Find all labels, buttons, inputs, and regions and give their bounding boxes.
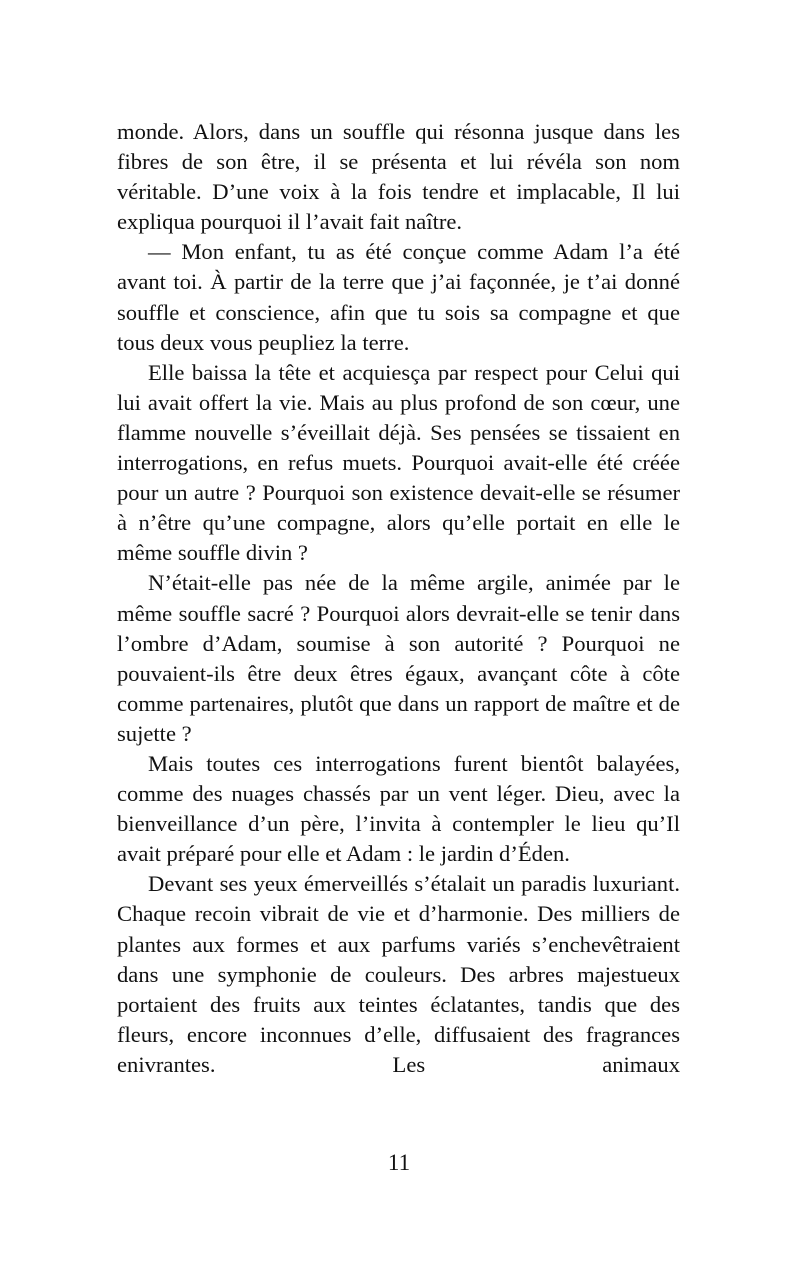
paragraph-5: Mais toutes ces interrogations furent bientôt balayées, comme des nuages chassés par un vent léger. Dieu, avec la bienveillance d’un père, l’invita à contempler le lieu qu’Il avait préparé pour elle et Adam : le jardin d’Éden. <box>117 750 680 867</box>
paragraph-1: monde. Alors, dans un souffle qui résonna jusque dans les fibres de son être, il se présenta et lui révéla son nom véritable. D’une voix à la fois tendre et implacable, Il lui expliqua pourquoi il l’avait fait naître. <box>117 119 680 235</box>
paragraph-4: N’était-elle pas née de la même argile, animée par le même souffle sacré ? Pourquoi alors devrait-elle se tenir dans l’ombre d’Adam, soumise à son autorité ? Pourquoi ne pouvaient-ils être deux êtres égaux, avançant côte à côte comme partenaires, plutôt que dans un rapport de maître et de sujette ? <box>117 570 680 746</box>
page-number: 11 <box>387 1150 411 1175</box>
body-text <box>117 117 680 1080</box>
paragraph-6: Devant ses yeux émerveillés s’étalait un paradis luxuriant. Chaque recoin vibrait de vie et d’harmonie. Des milliers de plantes aux formes et aux parfums variés s’enchevêtraient dans une symphonie de couleurs. Des arbres majestueux portaient des fruits aux teintes éclatantes, tandis que des fleurs, encore inconnues d’elle, diffusaient des fragrances enivrantes. Les animaux <box>117 871 680 1077</box>
paragraph-2-dialogue: — Mon enfant, tu as été conçue comme Adam l’a été avant toi. À partir de la terre que j’ai façonnée, je t’ai donné souffle et conscience, afin que tu sois sa compagne et que tous deux vous peupliez la terre. <box>117 239 680 355</box>
paragraph-3: Elle baissa la tête et acquiesça par respect pour Celui qui lui avait offert la vie. Mais au plus profond de son cœur, une flamme nouvelle s’éveillait déjà. Ses pensées se tissaient en interrogations, en refus muets. Pourquoi avait-elle été créée pour un autre ? Pourquoi son existence devait-elle se résumer à n’être qu’une compagne, alors qu’elle portait en elle le même souffle divin ? <box>117 359 680 566</box>
